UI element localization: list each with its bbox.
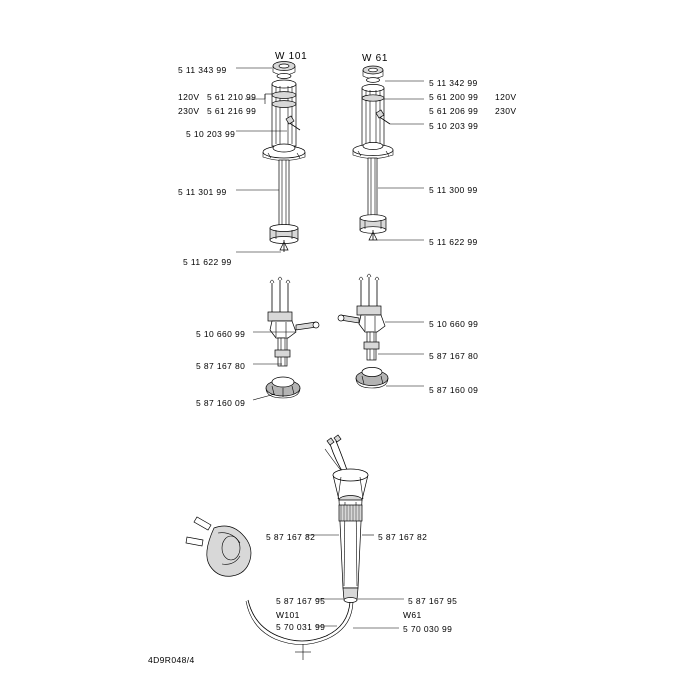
right-top-cap (363, 66, 383, 82)
part-5-87-167-82-left: 5 87 167 82 (266, 532, 316, 542)
right-flange (353, 142, 393, 158)
part-5-11-301-99: 5 11 301 99 (178, 187, 227, 197)
part-5-87-167-80-left: 5 87 167 80 (196, 361, 246, 371)
left-heater-body (272, 80, 296, 146)
part-5-10-660-99-right: 5 10 660 99 (429, 319, 479, 329)
left-holder-assembly (266, 277, 319, 398)
part-5-61-210-99: 5 61 210 99 (207, 92, 257, 102)
part-5-11-342-99: 5 11 342 99 (429, 78, 478, 88)
right-tube (368, 158, 377, 220)
left-tube (279, 160, 289, 230)
left-flange (263, 144, 305, 161)
part-5-87-167-95-right: 5 87 167 95 (408, 596, 458, 606)
part-5-10-203-99-left: 5 10 203 99 (186, 129, 236, 139)
heading-w61: W 61 (362, 53, 389, 64)
part-5-11-622-99-left: 5 11 622 99 (183, 257, 232, 267)
right-holder-assembly (338, 274, 388, 388)
registration-mark (295, 644, 311, 660)
part-5-87-167-80-right: 5 87 167 80 (429, 351, 479, 361)
model-w101: W101 (276, 610, 300, 620)
part-5-10-203-99-right: 5 10 203 99 (429, 121, 479, 131)
part-5-87-167-82-right: 5 87 167 82 (378, 532, 428, 542)
part-5-61-206-99: 5 61 206 99 (429, 106, 479, 116)
voltage-120v-right: 120V (495, 92, 517, 102)
model-w61: W61 (403, 610, 422, 620)
part-5-61-216-99: 5 61 216 99 (207, 106, 257, 116)
part-5-87-160-09-left: 5 87 160 09 (196, 398, 246, 408)
part-5-87-167-95-left: 5 87 167 95 (276, 596, 326, 606)
part-5-11-300-99: 5 11 300 99 (429, 185, 478, 195)
left-top-cap (273, 62, 295, 79)
part-5-61-200-99: 5 61 200 99 (429, 92, 479, 102)
part-5-70-031-99: 5 70 031 99 (276, 622, 326, 632)
part-5-70-030-99: 5 70 030 99 (403, 624, 453, 634)
heading-w101: W 101 (275, 51, 308, 62)
voltage-230v-right: 230V (495, 106, 517, 116)
left-lower-clamp (270, 225, 298, 253)
right-lower-clamp (360, 215, 386, 240)
part-5-10-660-99-left: 5 10 660 99 (196, 329, 246, 339)
voltage-120v-left: 120V (178, 92, 200, 102)
part-5-87-160-09-right: 5 87 160 09 (429, 385, 479, 395)
part-5-11-622-99-right: 5 11 622 99 (429, 237, 478, 247)
power-plug (186, 517, 251, 576)
part-5-11-343-99: 5 11 343 99 (178, 65, 227, 75)
drawing-code: 4D9R048/4 (148, 655, 195, 665)
voltage-230v-left: 230V (178, 106, 200, 116)
